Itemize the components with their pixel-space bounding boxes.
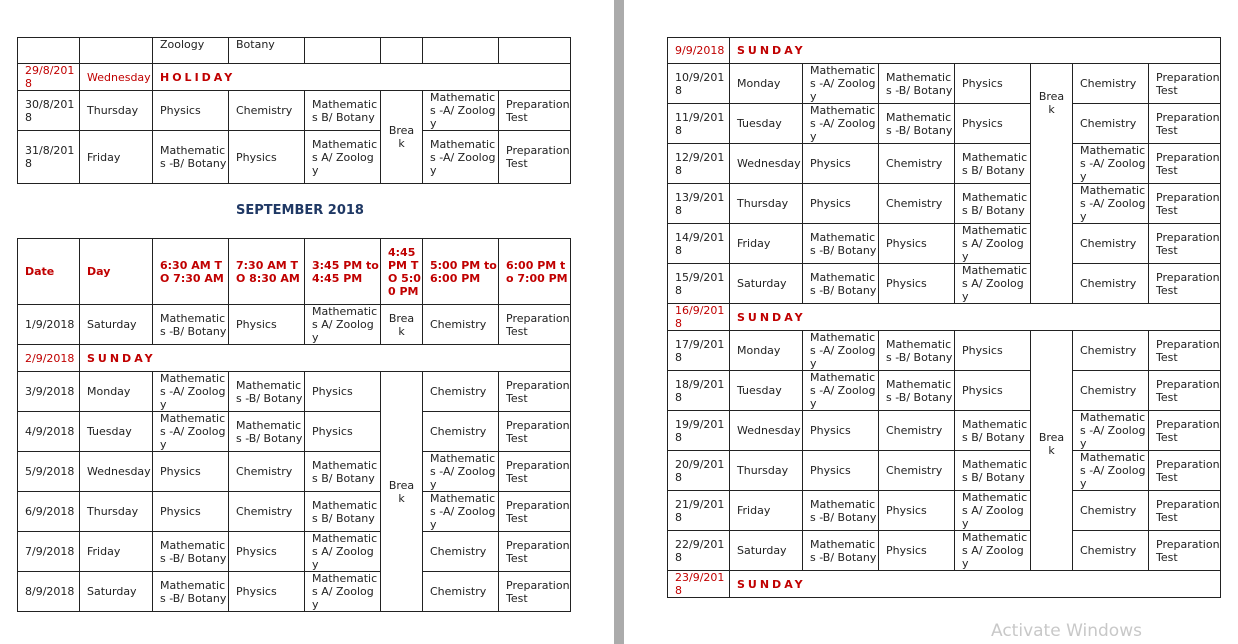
day-cell: Saturday xyxy=(80,572,153,612)
subject-cell: Mathematics -A/ Zoology xyxy=(1073,184,1149,224)
date-cell: 5/9/2018 xyxy=(18,452,80,492)
cell xyxy=(305,38,381,64)
table-row xyxy=(668,64,1221,104)
subject-cell: Preparation Test xyxy=(1149,64,1221,104)
subject-cell: Chemistry xyxy=(423,532,499,572)
break-cell xyxy=(1031,64,1073,304)
subject-cell: Mathematics -A/ Zoology xyxy=(803,331,879,371)
subject-cell: Chemistry xyxy=(879,411,955,451)
date-cell: 20/9/2018 xyxy=(668,451,730,491)
date-cell: 1/9/2018 xyxy=(18,305,80,345)
subject-cell: Mathematics A/ Zoology xyxy=(305,305,381,345)
subject-cell: Preparation Test xyxy=(1149,451,1221,491)
subject-cell: Preparation Test xyxy=(1149,531,1221,571)
subject-cell: Preparation Test xyxy=(1149,224,1221,264)
cell: Botany xyxy=(229,38,305,64)
subject-cell: Physics xyxy=(229,305,305,345)
day-cell: Monday xyxy=(80,372,153,412)
table-row xyxy=(668,331,1221,371)
table-row xyxy=(668,264,1221,304)
day-cell: Tuesday xyxy=(80,412,153,452)
sunday-label: SUNDAY xyxy=(730,304,1221,331)
subject-cell: Mathematics -B/ Botany xyxy=(153,572,229,612)
document-page-left xyxy=(0,0,614,644)
subject-cell: Chemistry xyxy=(423,305,499,345)
subject-cell: Mathematics -A/ Zoology xyxy=(423,91,499,131)
subject-cell: Mathematics A/ Zoology xyxy=(955,491,1031,531)
timetable-september-continued xyxy=(667,37,1221,598)
subject-cell: Mathematics -A/ Zoology xyxy=(1073,411,1149,451)
date-cell: 10/9/2018 xyxy=(668,64,730,104)
date-cell: 31/8/2018 xyxy=(18,131,80,184)
subject-cell: Physics xyxy=(153,452,229,492)
cell xyxy=(499,38,571,64)
date-cell: 29/8/2018 xyxy=(18,64,80,91)
day-cell: Wednesday xyxy=(80,64,153,91)
subject-cell: Physics xyxy=(879,531,955,571)
subject-cell: Physics xyxy=(803,411,879,451)
date-cell: 3/9/2018 xyxy=(18,372,80,412)
subject-cell: Preparation Test xyxy=(499,91,571,131)
subject-cell: Physics xyxy=(955,371,1031,411)
table-row xyxy=(668,184,1221,224)
sunday-row xyxy=(668,38,1221,64)
day-cell: Wednesday xyxy=(730,144,803,184)
header-slot-2: 7:30 AM TO 8:30 AM xyxy=(229,239,305,305)
table-row xyxy=(18,532,571,572)
break-cell xyxy=(381,372,423,612)
date-cell: 22/9/2018 xyxy=(668,531,730,571)
subject-cell: Physics xyxy=(955,331,1031,371)
subject-cell: Physics xyxy=(803,184,879,224)
date-cell: 14/9/2018 xyxy=(668,224,730,264)
subject-cell: Chemistry xyxy=(229,492,305,532)
day-cell: Friday xyxy=(730,491,803,531)
subject-cell: Preparation Test xyxy=(499,372,571,412)
header-date: Date xyxy=(18,239,80,305)
subject-cell: Mathematics -A/ Zoology xyxy=(1073,451,1149,491)
holiday-row xyxy=(18,64,571,91)
table-row xyxy=(668,371,1221,411)
day-cell: Saturday xyxy=(730,264,803,304)
day-cell: Thursday xyxy=(80,492,153,532)
subject-cell: Mathematics -B/ Botany xyxy=(879,331,955,371)
subject-cell: Physics xyxy=(229,131,305,184)
subject-cell: Mathematics B/ Botany xyxy=(305,492,381,532)
break-cell xyxy=(1031,331,1073,571)
subject-cell: Mathematics B/ Botany xyxy=(955,411,1031,451)
subject-cell: Chemistry xyxy=(229,452,305,492)
table-row xyxy=(668,144,1221,184)
subject-cell: Chemistry xyxy=(879,184,955,224)
subject-cell: Mathematics A/ Zoology xyxy=(305,572,381,612)
subject-cell: Preparation Test xyxy=(1149,331,1221,371)
sunday-label: SUNDAY xyxy=(730,38,1221,64)
subject-cell: Physics xyxy=(229,532,305,572)
day-cell: Saturday xyxy=(730,531,803,571)
subject-cell: Chemistry xyxy=(423,412,499,452)
sunday-label: SUNDAY xyxy=(80,345,571,372)
section-title: SEPTEMBER 2018 xyxy=(236,203,364,218)
table-row xyxy=(18,452,571,492)
date-cell: 18/9/2018 xyxy=(668,371,730,411)
day-cell: Saturday xyxy=(80,305,153,345)
subject-cell: Chemistry xyxy=(229,91,305,131)
day-cell: Wednesday xyxy=(730,411,803,451)
subject-cell: Preparation Test xyxy=(1149,411,1221,451)
subject-cell: Preparation Test xyxy=(499,572,571,612)
table-row xyxy=(18,412,571,452)
subject-cell: Physics xyxy=(229,572,305,612)
subject-cell: Mathematics A/ Zoology xyxy=(955,531,1031,571)
subject-cell: Mathematics -A/ Zoology xyxy=(803,64,879,104)
subject-cell: Mathematics -A/ Zoology xyxy=(423,452,499,492)
header-slot-3: 3:45 PM to 4:45 PM xyxy=(305,239,381,305)
day-cell: Monday xyxy=(730,331,803,371)
break-cell xyxy=(381,91,423,184)
subject-cell: Preparation Test xyxy=(1149,184,1221,224)
header-day: Day xyxy=(80,239,153,305)
subject-cell: Mathematics -A/ Zoology xyxy=(153,412,229,452)
subject-cell: Mathematics -B/ Botany xyxy=(803,264,879,304)
table-row xyxy=(18,131,571,184)
subject-cell: Chemistry xyxy=(1073,224,1149,264)
header-break-slot: 4:45 PM TO 5:00 PM xyxy=(381,239,423,305)
date-cell: 12/9/2018 xyxy=(668,144,730,184)
subject-cell: Chemistry xyxy=(1073,331,1149,371)
subject-cell: Mathematics B/ Botany xyxy=(955,144,1031,184)
subject-cell: Mathematics -B/ Botany xyxy=(879,64,955,104)
day-cell: Monday xyxy=(730,64,803,104)
subject-cell: Chemistry xyxy=(1073,371,1149,411)
table-row xyxy=(18,492,571,532)
table-row xyxy=(668,451,1221,491)
subject-cell: Mathematics -B/ Botany xyxy=(153,305,229,345)
date-cell: 2/9/2018 xyxy=(18,345,80,372)
header-slot-4: 5:00 PM to 6:00 PM xyxy=(423,239,499,305)
sunday-row xyxy=(668,571,1221,598)
table-row xyxy=(668,531,1221,571)
subject-cell: Chemistry xyxy=(879,451,955,491)
cell: Zoology xyxy=(153,38,229,64)
day-cell: Thursday xyxy=(80,91,153,131)
subject-cell: Mathematics -B/ Botany xyxy=(803,224,879,264)
subject-cell: Chemistry xyxy=(423,372,499,412)
subject-cell: Mathematics -B/ Botany xyxy=(879,104,955,144)
activation-watermark: Activate Windows xyxy=(991,621,1142,641)
subject-cell: Physics xyxy=(153,91,229,131)
subject-cell: Physics xyxy=(803,144,879,184)
subject-cell: Mathematics A/ Zoology xyxy=(955,224,1031,264)
subject-cell: Mathematics -B/ Botany xyxy=(153,532,229,572)
cell xyxy=(18,38,80,64)
document-page-right xyxy=(624,0,1238,644)
subject-cell: Mathematics B/ Botany xyxy=(955,451,1031,491)
day-cell: Friday xyxy=(80,532,153,572)
timetable-august-continuation xyxy=(17,37,571,184)
subject-cell: Mathematics -B/ Botany xyxy=(229,372,305,412)
subject-cell: Mathematics -A/ Zoology xyxy=(153,372,229,412)
date-cell: 13/9/2018 xyxy=(668,184,730,224)
subject-cell: Preparation Test xyxy=(499,305,571,345)
date-cell: 7/9/2018 xyxy=(18,532,80,572)
sunday-row xyxy=(18,345,571,372)
subject-cell: Preparation Test xyxy=(1149,144,1221,184)
subject-cell: Preparation Test xyxy=(499,412,571,452)
date-cell: 4/9/2018 xyxy=(18,412,80,452)
header-slot-5: 6:00 PM to 7:00 PM xyxy=(499,239,571,305)
header-slot-1: 6:30 AM TO 7:30 AM xyxy=(153,239,229,305)
date-cell: 9/9/2018 xyxy=(668,38,730,64)
subject-cell: Mathematics -B/ Botany xyxy=(879,371,955,411)
subject-cell: Chemistry xyxy=(1073,491,1149,531)
subject-cell: Physics xyxy=(955,64,1031,104)
subject-cell: Chemistry xyxy=(1073,264,1149,304)
subject-cell: Physics xyxy=(305,412,381,452)
table-row xyxy=(18,38,571,64)
subject-cell: Mathematics B/ Botany xyxy=(305,452,381,492)
subject-cell: Preparation Test xyxy=(499,131,571,184)
subject-cell: Mathematics -A/ Zoology xyxy=(1073,144,1149,184)
subject-cell: Mathematics B/ Botany xyxy=(955,184,1031,224)
subject-cell: Physics xyxy=(153,492,229,532)
subject-cell: Mathematics -B/ Botany xyxy=(803,491,879,531)
date-cell: 8/9/2018 xyxy=(18,572,80,612)
subject-cell: Preparation Test xyxy=(499,532,571,572)
date-cell: 11/9/2018 xyxy=(668,104,730,144)
date-cell: 30/8/2018 xyxy=(18,91,80,131)
subject-cell: Preparation Test xyxy=(1149,371,1221,411)
date-cell: 17/9/2018 xyxy=(668,331,730,371)
date-cell: 15/9/2018 xyxy=(668,264,730,304)
cell xyxy=(80,38,153,64)
subject-cell: Physics xyxy=(879,264,955,304)
break-label: Break xyxy=(1038,90,1065,116)
day-cell: Thursday xyxy=(730,184,803,224)
subject-cell: Chemistry xyxy=(1073,104,1149,144)
subject-cell: Mathematics -A/ Zoology xyxy=(423,492,499,532)
date-cell: 23/9/2018 xyxy=(668,571,730,598)
break-label: Break xyxy=(388,311,415,338)
holiday-label: HOLIDAY xyxy=(153,64,571,91)
subject-cell: Preparation Test xyxy=(1149,491,1221,531)
header-row xyxy=(18,239,571,305)
date-cell: 16/9/2018 xyxy=(668,304,730,331)
subject-cell: Chemistry xyxy=(423,572,499,612)
subject-cell: Mathematics -B/ Botany xyxy=(803,531,879,571)
subject-cell: Mathematics -A/ Zoology xyxy=(803,371,879,411)
subject-cell: Physics xyxy=(879,224,955,264)
subject-cell: Preparation Test xyxy=(1149,104,1221,144)
subject-cell: Mathematics -A/ Zoology xyxy=(803,104,879,144)
subject-cell: Mathematics -B/ Botany xyxy=(229,412,305,452)
subject-cell: Preparation Test xyxy=(499,452,571,492)
subject-cell: Physics xyxy=(803,451,879,491)
table-row xyxy=(18,91,571,131)
day-cell: Friday xyxy=(80,131,153,184)
subject-cell: Physics xyxy=(955,104,1031,144)
subject-cell: Physics xyxy=(305,372,381,412)
table-row xyxy=(668,411,1221,451)
day-cell: Wednesday xyxy=(80,452,153,492)
table-row xyxy=(668,224,1221,264)
cell xyxy=(423,38,499,64)
break-label: Break xyxy=(388,124,415,150)
subject-cell: Mathematics A/ Zoology xyxy=(955,264,1031,304)
subject-cell: Mathematics -B/ Botany xyxy=(153,131,229,184)
day-cell: Tuesday xyxy=(730,104,803,144)
table-row xyxy=(18,372,571,412)
table-row xyxy=(668,491,1221,531)
subject-cell: Preparation Test xyxy=(499,492,571,532)
break-label: Break xyxy=(1038,431,1065,457)
subject-cell: Physics xyxy=(879,491,955,531)
subject-cell: Preparation Test xyxy=(1149,264,1221,304)
day-cell: Tuesday xyxy=(730,371,803,411)
table-row xyxy=(18,305,571,345)
subject-cell: Chemistry xyxy=(879,144,955,184)
table-row xyxy=(18,572,571,612)
date-cell: 21/9/2018 xyxy=(668,491,730,531)
subject-cell: Chemistry xyxy=(1073,64,1149,104)
cell xyxy=(381,38,423,64)
subject-cell: Mathematics B/ Botany xyxy=(305,91,381,131)
subject-cell: Mathematics A/ Zoology xyxy=(305,532,381,572)
subject-cell: Chemistry xyxy=(1073,531,1149,571)
table-row xyxy=(668,104,1221,144)
sunday-row xyxy=(668,304,1221,331)
break-label: Break xyxy=(388,478,415,505)
date-cell: 19/9/2018 xyxy=(668,411,730,451)
day-cell: Friday xyxy=(730,224,803,264)
subject-cell: Mathematics -A/ Zoology xyxy=(423,131,499,184)
sunday-label: SUNDAY xyxy=(730,571,1221,598)
subject-cell: Mathematics A/ Zoology xyxy=(305,131,381,184)
break-cell xyxy=(381,305,423,345)
timetable-september xyxy=(17,238,571,612)
date-cell: 6/9/2018 xyxy=(18,492,80,532)
day-cell: Thursday xyxy=(730,451,803,491)
